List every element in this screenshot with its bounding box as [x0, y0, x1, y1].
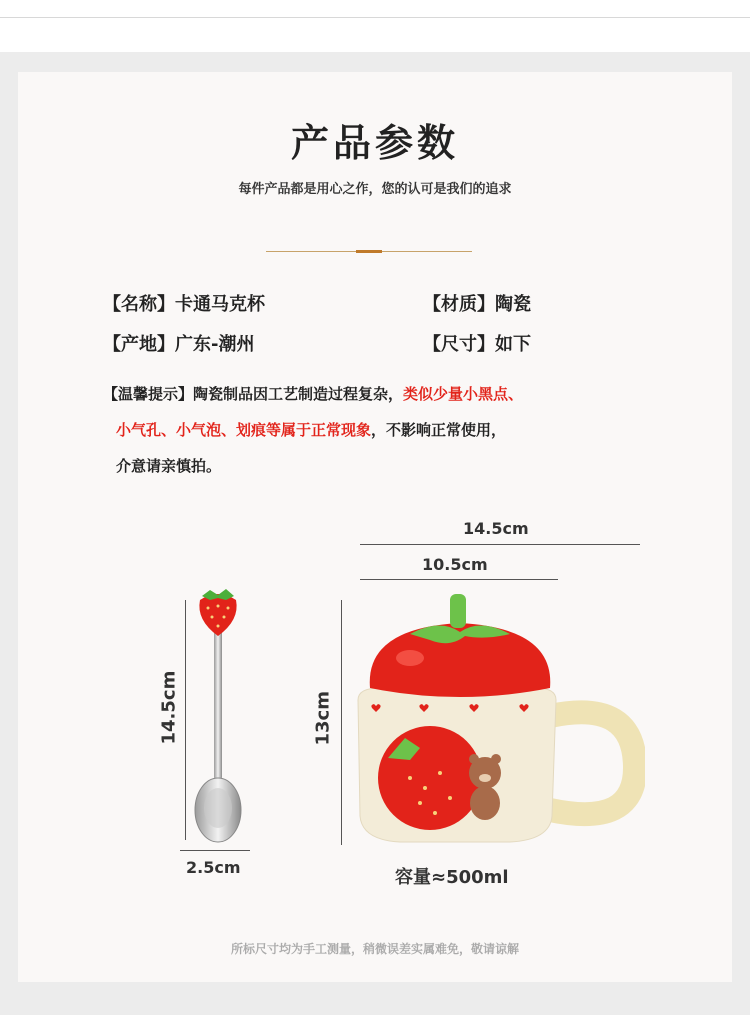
strawberry-lid [370, 594, 551, 697]
strawberry-icon [378, 726, 482, 830]
tip-line-1-text: 【温馨提示】陶瓷制品因工艺制造过程复杂， [103, 385, 404, 403]
tip-line-2-text: ，不影响正常使用， [371, 421, 507, 439]
mug-height-line [341, 600, 342, 845]
strawberry-icon [199, 589, 236, 636]
mug-total-width-line [360, 544, 640, 545]
mug-height-label: 13cm [312, 691, 334, 746]
spoon-illustration [190, 580, 260, 850]
page-title: 产品参数 [290, 121, 459, 165]
mug-body-width-label: 10.5cm [422, 555, 488, 574]
top-band [0, 0, 750, 52]
mug-total-width-label: 14.5cm [463, 519, 529, 538]
tip-line-3: 介意请亲慎拍。 [116, 457, 222, 475]
spoon-length-label: 14.5cm [158, 670, 180, 745]
mug-body-width-line [360, 579, 558, 580]
spec-size: 【尺寸】如下 [423, 334, 531, 355]
tip-line-1 [103, 383, 523, 404]
tip-line-2 [116, 419, 506, 440]
tip-line-1-highlight: 类似少量小黑点、 [403, 385, 524, 403]
spoon-width-label: 2.5cm [186, 858, 241, 877]
footer-note: 所标尺寸均为手工测量，稍微误差实属难免，敬请谅解 [230, 942, 519, 956]
mug-handle [550, 712, 635, 814]
title-divider-mark [356, 250, 382, 253]
spec-material: 【材质】陶瓷 [423, 294, 531, 315]
spec-name: 【名称】卡通马克杯 [103, 294, 265, 315]
spoon-width-line [180, 850, 250, 851]
mug-illustration [350, 588, 645, 853]
page-subtitle: 每件产品都是用心之作，您的认可是我们的追求 [238, 182, 512, 197]
capacity-label: 容量≈500ml [395, 867, 509, 888]
mug-body [358, 688, 556, 842]
spoon-length-line [185, 600, 186, 840]
tip-line-2-highlight: 小气孔、小气泡、划痕等属于正常现象 [116, 421, 372, 439]
top-divider [0, 17, 750, 18]
spec-origin: 【产地】广东-潮州 [103, 334, 255, 355]
